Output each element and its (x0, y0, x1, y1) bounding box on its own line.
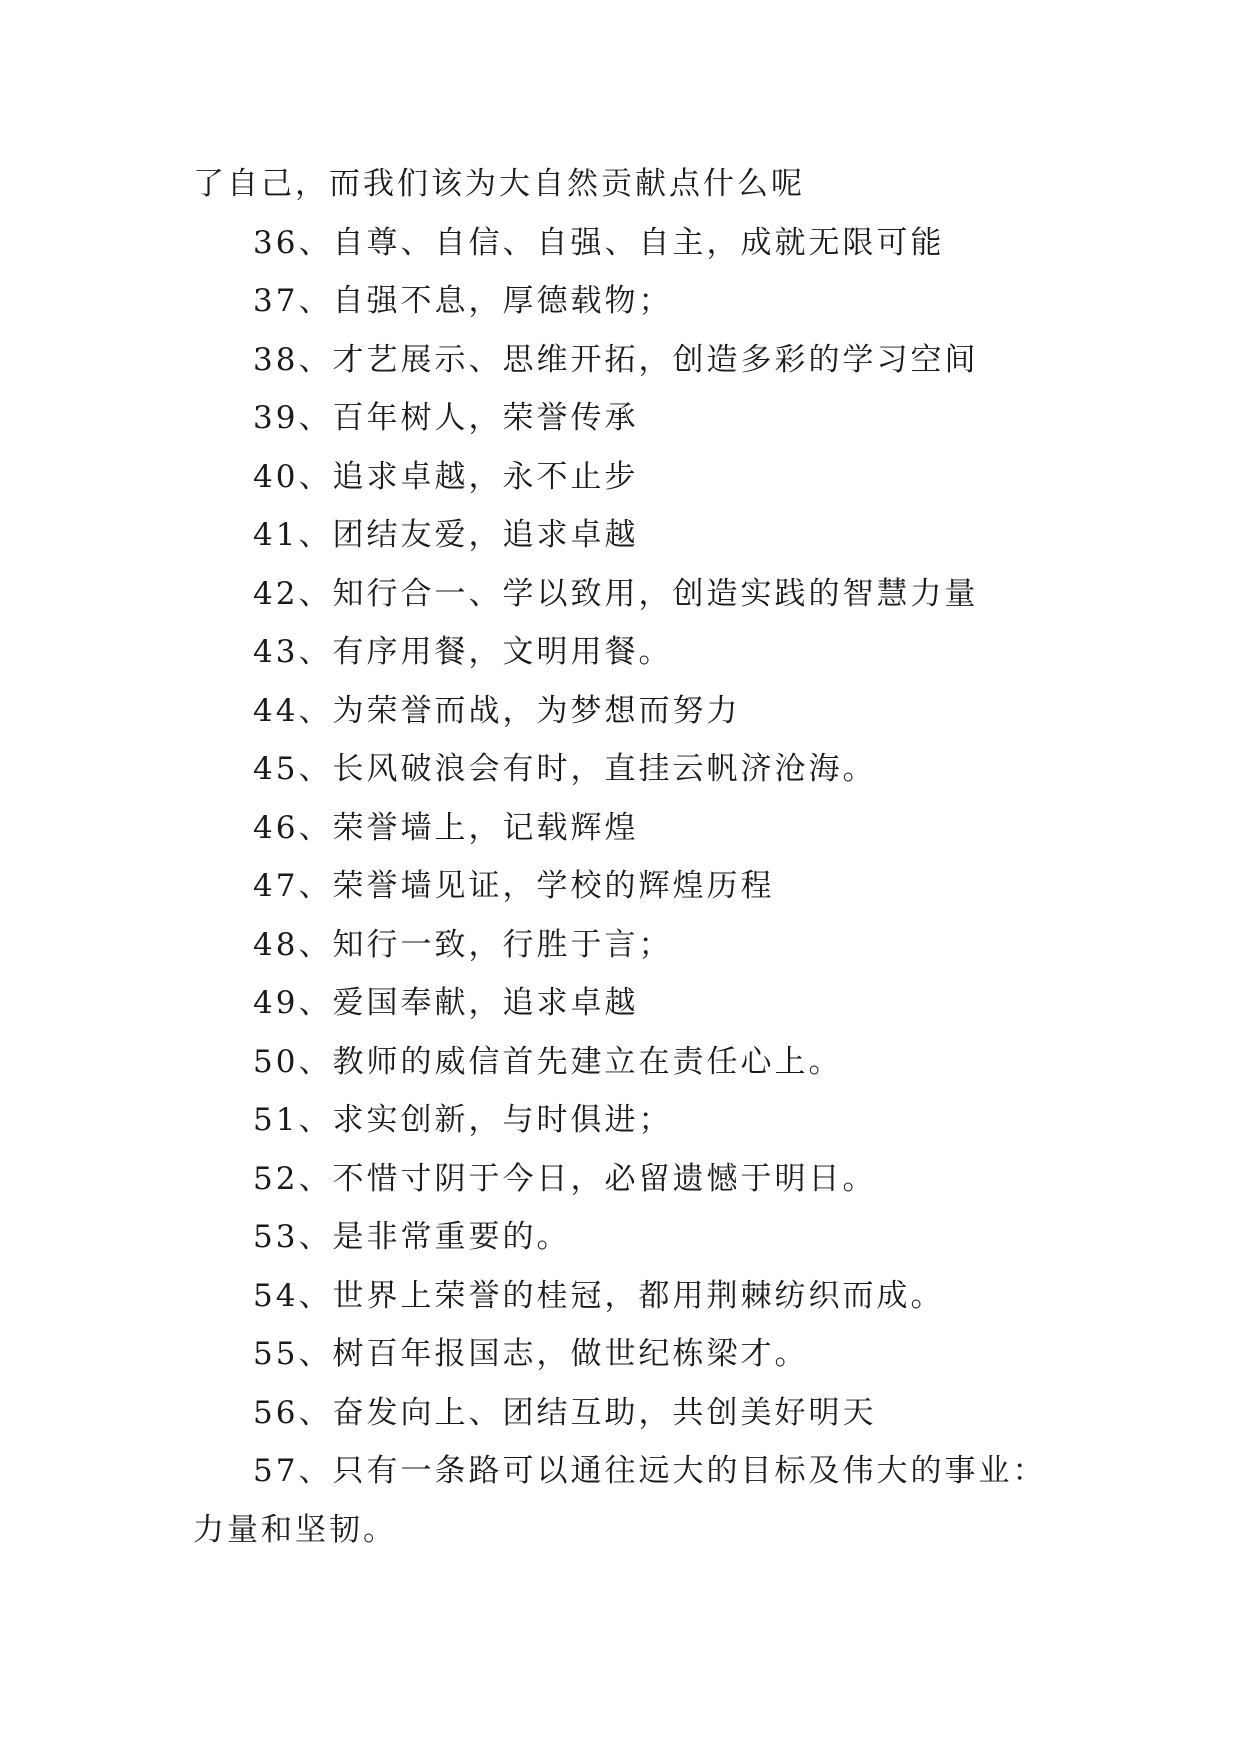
list-item-47: 47、荣誉墙见证，学校的辉煌历程 (253, 868, 775, 904)
list-item-43: 43、有序用餐，文明用餐。 (253, 634, 673, 670)
list-item-37: 37、自强不息，厚德载物； (253, 283, 673, 319)
list-item-52: 52、不惜寸阴于今日，必留遗憾于明日。 (253, 1160, 877, 1197)
list-item-38: 38、才艺展示、思维开拓，创造多彩的学习空间 (253, 341, 979, 378)
list-item-55: 55、树百年报国志，做世纪栋梁才。 (253, 1336, 809, 1372)
list-item-48: 48、知行一致，行胜于言； (253, 926, 673, 963)
list-item-44: 44、为荣誉而战，为梦想而努力 (253, 692, 741, 729)
list-item-36: 36、自尊、自信、自强、自主，成就无限可能 (253, 224, 945, 261)
list-item-57: 57、只有一条路可以通往远大的目标及伟大的事业：力量和坚韧。 (193, 1453, 1047, 1548)
list-item-41: 41、团结友爱，追求卓越 (253, 517, 639, 553)
list-item-56: 56、奋发向上、团结互助，共创美好明天 (253, 1394, 877, 1431)
document-body (193, 155, 1073, 1559)
list-item-49: 49、爱国奉献，追求卓越 (253, 985, 639, 1021)
list-item-46: 46、荣誉墙上，记载辉煌 (253, 809, 639, 846)
list-item-39: 39、百年树人，荣誉传承 (253, 400, 639, 436)
list-item-50: 50、教师的威信首先建立在责任心上。 (253, 1043, 843, 1080)
list-item-42: 42、知行合一、学以致用，创造实践的智慧力量 (253, 575, 979, 612)
list-item-51: 51、求实创新，与时俱进； (253, 1102, 673, 1138)
list-item-53: 53、是非常重要的。 (253, 1219, 571, 1255)
list-item-40: 40、追求卓越，永不止步 (253, 458, 639, 495)
continuation-line: 了自己，而我们该为大自然贡献点什么呢 (193, 166, 805, 202)
list-item-54: 54、世界上荣誉的桂冠，都用荆棘纺织而成。 (253, 1277, 945, 1314)
list-item-45: 45、长风破浪会有时，直挂云帆济沧海。 (253, 751, 877, 787)
